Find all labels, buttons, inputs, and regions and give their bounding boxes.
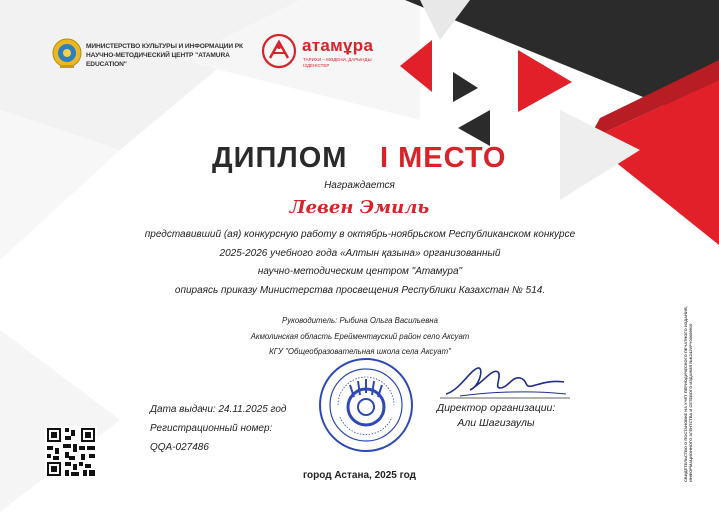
director-name: Али Шагизаулы xyxy=(457,417,535,429)
vertical-note-line-2: ИНФОРМАЦИОННОГО АГЕНТСТВА И СЕТЕВОГО ИЗДАНИЯ №KZ42VPY00089910 xyxy=(688,323,693,482)
city-year: город Астана, 2025 год xyxy=(302,470,416,481)
dark-arrow-2 xyxy=(458,110,490,146)
school-line: КГУ "Общеобразовательная школа села Аксуат" xyxy=(269,347,451,356)
dark-arrow-1 xyxy=(453,72,478,102)
vertical-note xyxy=(683,252,693,482)
body-line: 2025-2026 учебного года «Алтын қазына» организованный xyxy=(219,247,501,259)
awarded-label: Награждается xyxy=(324,180,395,191)
atamura-tagline: ТАРИХИ – МӘДЕНИ, ДАРЫНДЫ ІЗДЕНІСТЕР xyxy=(303,57,372,68)
issue-date: Дата выдачи: 24.11.2025 год xyxy=(150,404,287,415)
signature-icon xyxy=(440,360,570,402)
emblem-icon xyxy=(52,36,82,70)
ministry-line-1: МИНИСТЕРСТВО КУЛЬТУРЫ И ИНФОРМАЦИИ РК xyxy=(86,43,243,50)
qr-code-icon xyxy=(45,426,97,478)
issue-block xyxy=(150,400,286,457)
vertical-note-line-1: СВИДЕТЕЛЬСТВО О ПОСТАНОВКЕ НА УЧЕТ ПЕРИОДИЧЕСКОГО ПЕЧАТНОГО ИЗДАНИЯ, xyxy=(683,306,688,482)
place-title: I МЕСТО xyxy=(380,142,507,174)
region-line: Акмолинская область Ерейментауский район село Аксуат xyxy=(250,331,470,341)
atamura-name: атамұра xyxy=(302,36,374,55)
body-line: научно-методическим центром "Атамура" xyxy=(257,266,463,277)
atamura-logo-icon xyxy=(261,33,297,69)
details-text xyxy=(150,313,570,360)
stamp-icon xyxy=(318,357,414,453)
body-text xyxy=(60,226,660,300)
recipient-name: Левен Эмиль xyxy=(289,197,430,218)
body-line: представивший (ая) конкурсную работу в октябрь-ноябрьском Республиканском конкурсе xyxy=(144,229,576,240)
director-title: Директор организации: xyxy=(436,402,556,414)
ministry-line-2: НАУЧНО-МЕТОДИЧЕСКИЙ ЦЕНТР "ATAMURA EDUCATION" xyxy=(86,52,230,68)
ministry-text xyxy=(86,42,256,69)
diploma-title: ДИПЛОМ xyxy=(212,142,348,174)
reg-label: Регистрационный номер: xyxy=(150,423,273,434)
director-block xyxy=(428,401,564,431)
supervisor-line: Руководитель: Рыбина Ольга Васильевна xyxy=(282,316,438,325)
reg-number: QQA-027486 xyxy=(150,442,209,453)
body-line: опираясь приказу Министерства просвещения Республики Казахстан № 514. xyxy=(174,284,546,296)
